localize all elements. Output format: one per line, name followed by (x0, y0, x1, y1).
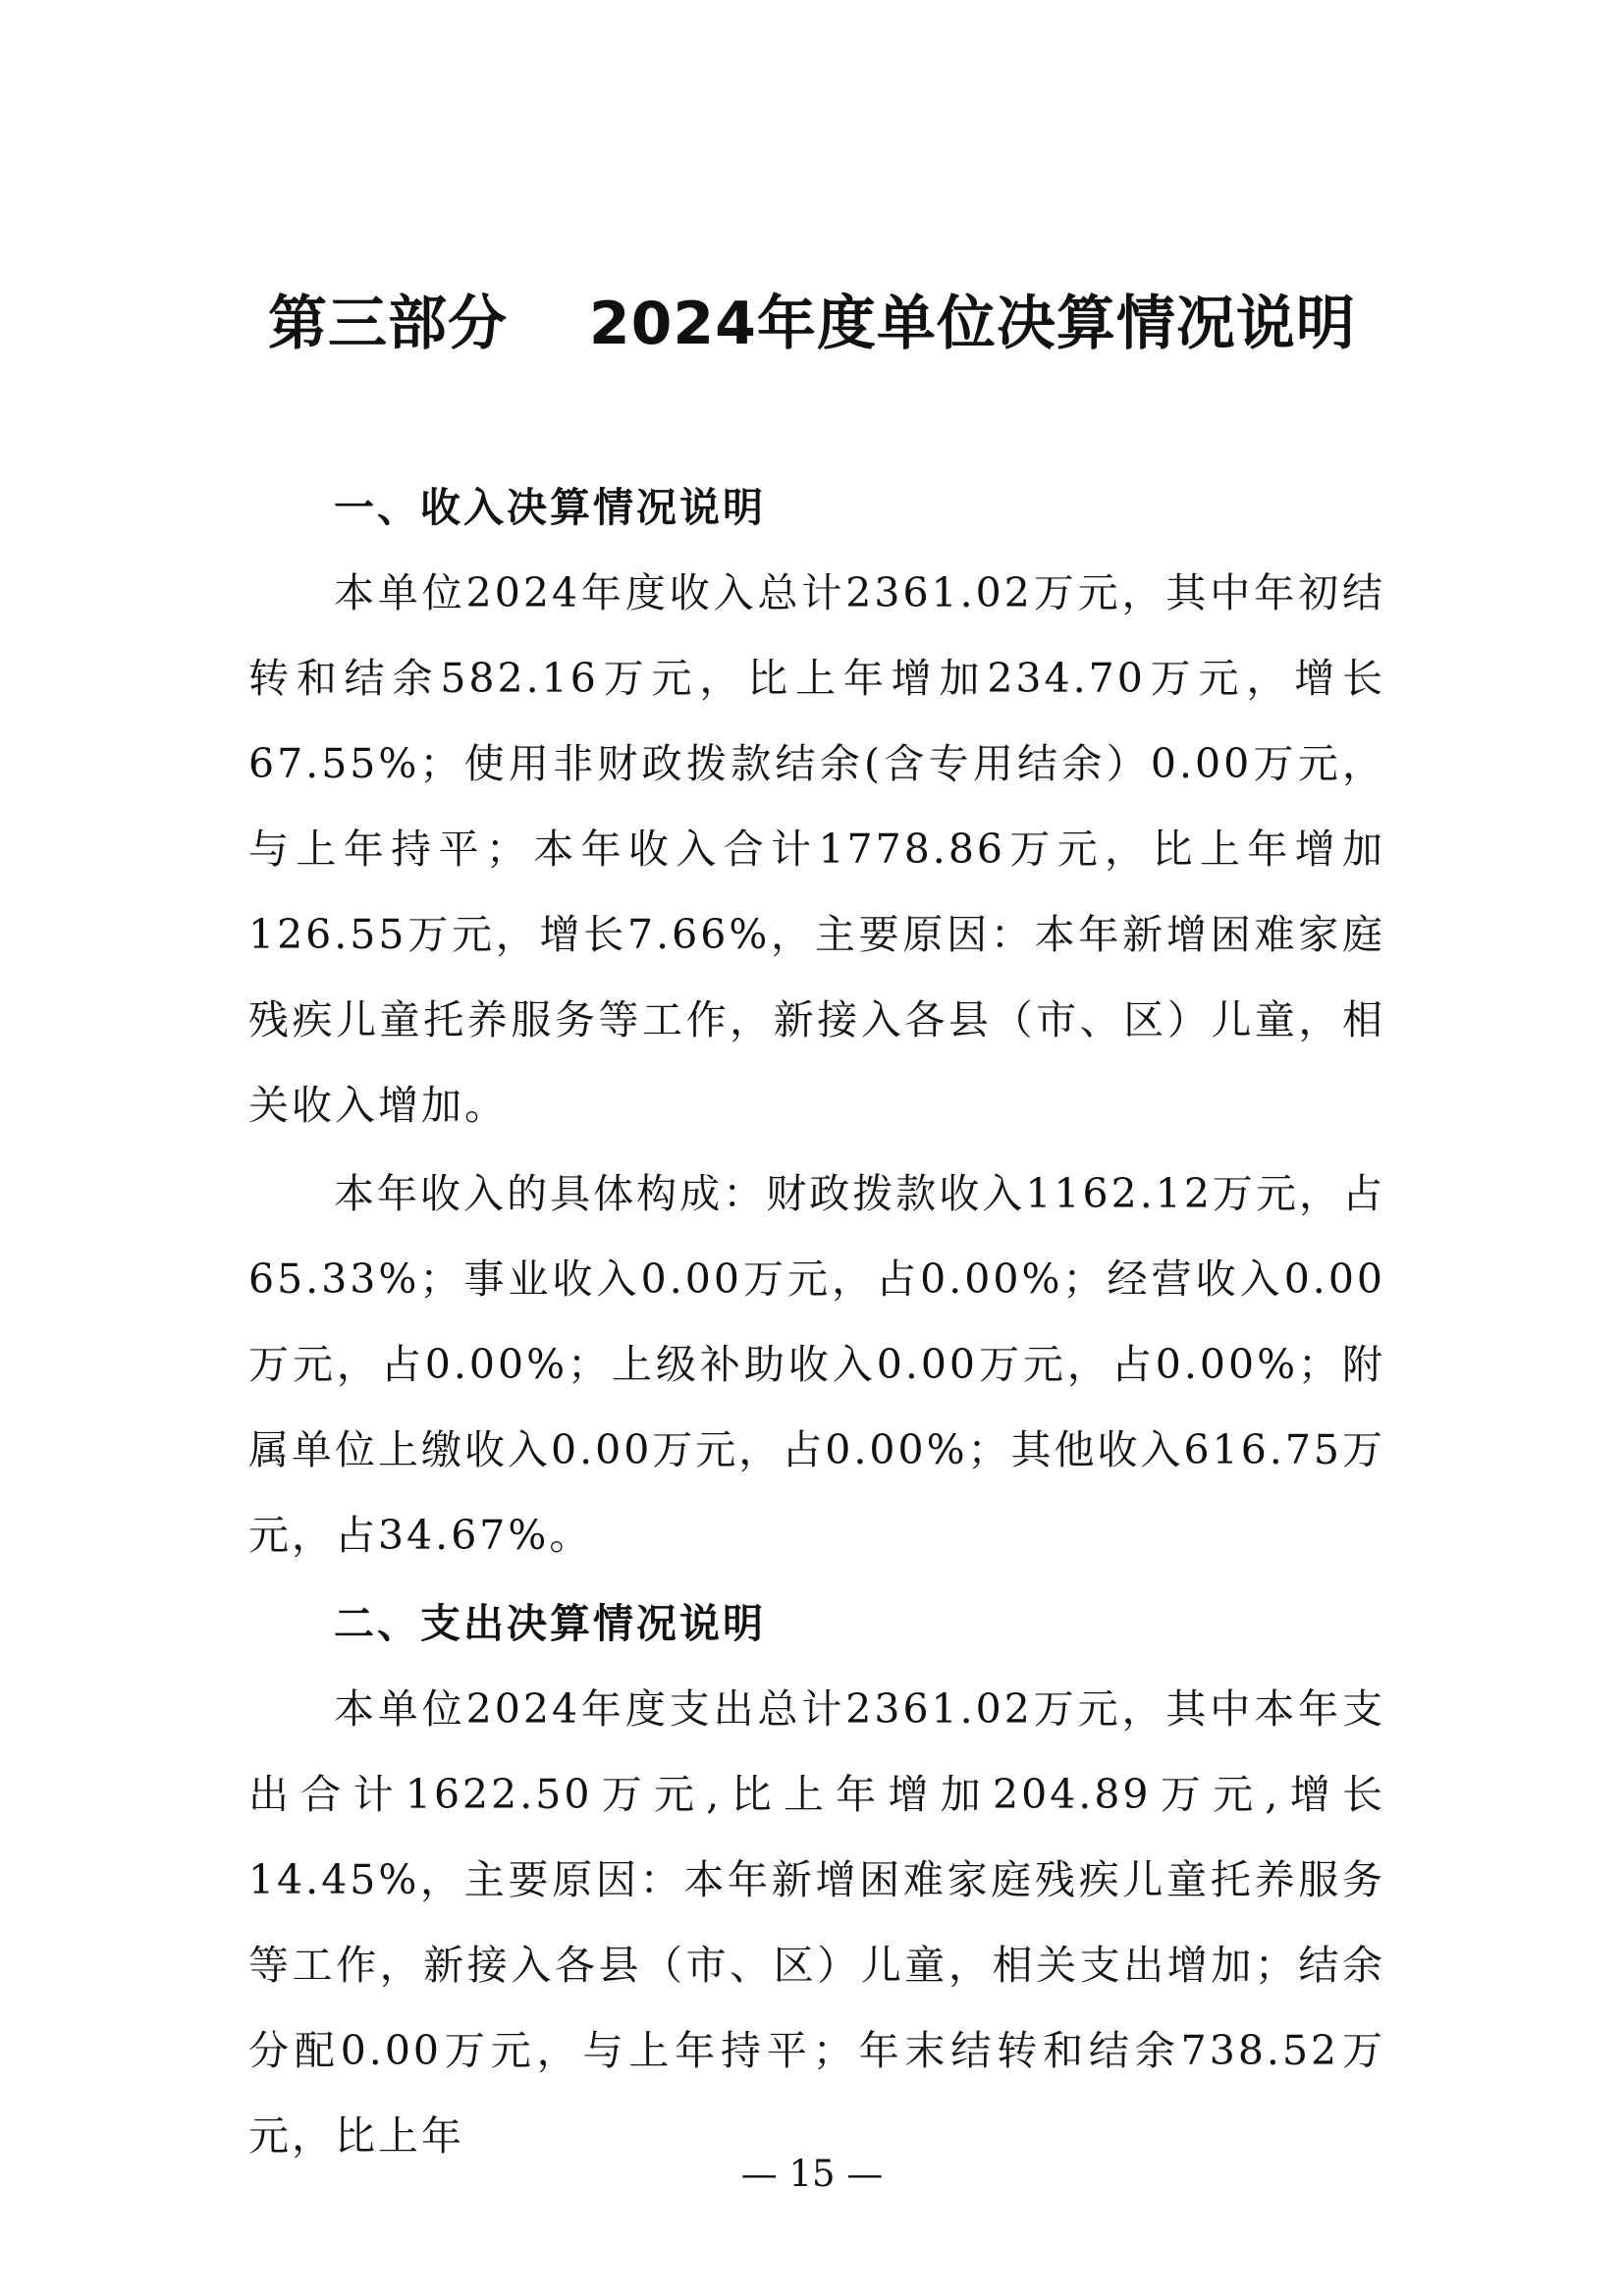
page-number: — 15 — (740, 2153, 884, 2195)
document-body (248, 465, 1385, 2179)
paragraph-expenditure-total: 本单位2024年度支出总计2361.02万元，其中本年支出合计1622.50万元,比上年增加204.89万元,增长14.45%，主要原因：本年新增困难家庭残疾儿童托养服务等工作，新接入各县（市、区）儿童，相关支出增加；结余分配0.00万元，与上年持平；年末结转和结余738.52万元，比上年 (248, 1685, 1385, 2160)
paragraph-income-total: 本单位2024年度收入总计2361.02万元，其中年初结转和结余582.16万元，比上年增加234.70万元，增长67.55%；使用非财政拨款结余(含专用结余）0.00万元，与上年持平；本年收入合计1778.86万元，比上年增加126.55万元，增长7.66%，主要原因：本年新增困难家庭残疾儿童托养服务等工作，新接入各县（市、区）儿童，相关收入增加。 (248, 569, 1385, 1129)
section-heading-expenditure: 二、支出决算情况说明 (334, 1600, 766, 1647)
expenditure-section (248, 1581, 1385, 2179)
section-heading-income: 一、收入决算情况说明 (334, 484, 766, 531)
page-title: 第三部分 2024年度单位决算情况说明 (268, 290, 1356, 358)
income-section (248, 465, 1385, 1578)
paragraph-income-composition: 本年收入的具体构成：财政拨款收入1162.12万元，占65.33%；事业收入0.00万元，占0.00%；经营收入0.00万元，占0.00%；上级补助收入0.00万元，占0.00%；附属单位上缴收入0.00万元，占0.00%；其他收入616.75万元，占34.67%。 (248, 1170, 1385, 1559)
